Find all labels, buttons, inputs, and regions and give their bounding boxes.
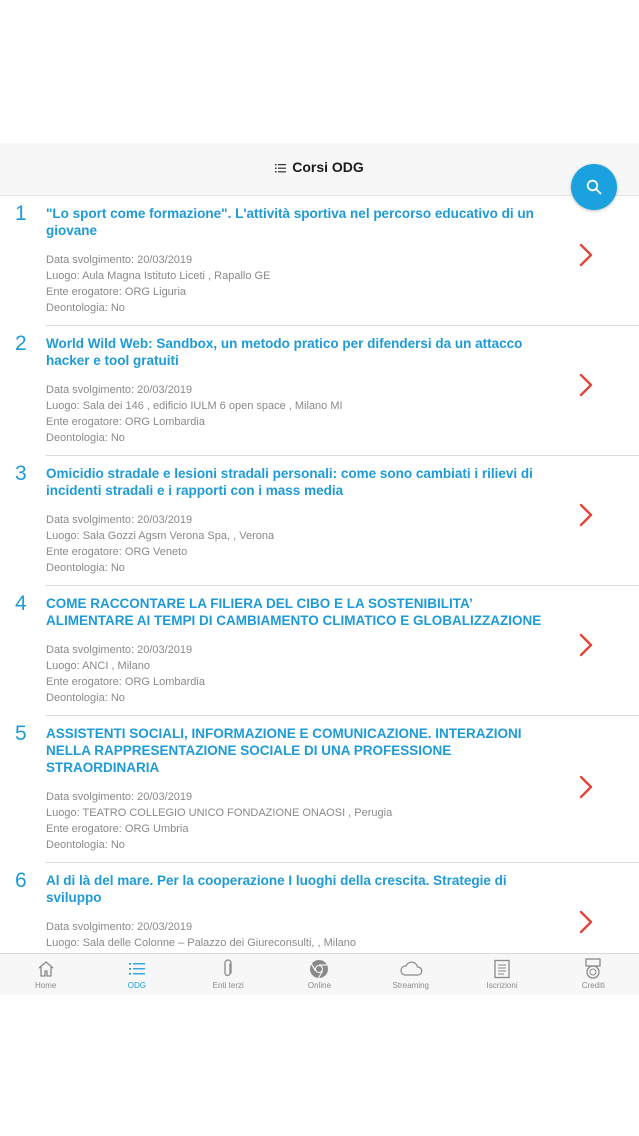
- course-date: [46, 512, 639, 528]
- home-icon: [36, 958, 56, 980]
- course-place-value: ANCI , Milano: [82, 660, 150, 672]
- course-org: [46, 284, 639, 300]
- course-title[interactable]: Omicidio stradale e lesioni stradali personali: come sono cambiati i rilievi di incidenti stradali e i rapporti con i mass media: [46, 466, 533, 498]
- course-place: [46, 398, 639, 414]
- tab-label: Crediti: [581, 981, 605, 990]
- page-title: [0, 159, 639, 176]
- tab-odg[interactable]: [91, 954, 182, 995]
- course-org-value: ORG Umbria: [124, 823, 189, 835]
- course-org: [46, 821, 639, 837]
- course-place: [46, 935, 639, 951]
- course-deontology-label: Deontologia:: [46, 692, 111, 704]
- chevron-right-icon[interactable]: [579, 503, 593, 532]
- course-date-value: 20/03/2019: [137, 254, 193, 266]
- course-place-label: Luogo:: [46, 400, 83, 412]
- course-org-label: Ente erogatore:: [46, 416, 125, 428]
- course-deontology-value: No: [110, 692, 125, 704]
- course-date-label: Data svolgimento:: [46, 921, 138, 933]
- tab-label: ODG: [127, 981, 147, 990]
- course-title[interactable]: World Wild Web: Sandbox, un metodo pratico per difendersi da un attacco hacker e tool gratuiti: [46, 336, 523, 368]
- course-date-value: 20/03/2019: [137, 644, 193, 656]
- course-deontology: [46, 690, 639, 706]
- course-number: 5: [15, 722, 27, 745]
- course-org: [46, 544, 639, 560]
- tab-online[interactable]: [274, 954, 365, 995]
- chevron-right-icon[interactable]: [579, 775, 593, 804]
- tab-crediti[interactable]: [548, 954, 639, 995]
- course-date-label: Data svolgimento:: [46, 384, 138, 396]
- course-org-value: ORG Liguria: [124, 286, 187, 298]
- course-place: [46, 268, 639, 284]
- course-item[interactable]: [15, 196, 639, 326]
- course-place-value: Sala Gozzi Agsm Verona Spa, , Verona: [82, 530, 275, 542]
- course-place-label: Luogo:: [46, 937, 83, 949]
- course-date-value: 20/03/2019: [137, 921, 193, 933]
- course-deontology-value: No: [110, 839, 125, 851]
- course-org: [46, 674, 639, 690]
- course-meta: [46, 252, 639, 325]
- course-date-value: 20/03/2019: [137, 514, 193, 526]
- chrome-icon: [309, 958, 329, 980]
- course-deontology: [46, 430, 639, 446]
- course-title[interactable]: ASSISTENTI SOCIALI, INFORMAZIONE E COMUNICAZIONE. INTERAZIONI NELLA RAPPRESENTAZIONE SOCIALE DI UNA PROFESSIONE STRAORDINARIA: [46, 726, 522, 775]
- course-meta: [46, 919, 639, 953]
- document-icon: [493, 958, 511, 980]
- course-deontology: [46, 560, 639, 576]
- course-place-label: Luogo:: [46, 807, 83, 819]
- course-deontology-label: Deontologia:: [46, 302, 111, 314]
- course-org-label: Ente erogatore:: [46, 676, 125, 688]
- tab-label: Streaming: [392, 981, 429, 990]
- tab-iscrizioni[interactable]: [456, 954, 547, 995]
- medal-icon: [583, 958, 603, 980]
- course-date-label: Data svolgimento:: [46, 514, 138, 526]
- tab-label: Enti terzi: [212, 981, 244, 990]
- course-org-label: Ente erogatore:: [46, 286, 125, 298]
- course-place: [46, 528, 639, 544]
- course-place-label: Luogo:: [46, 660, 83, 672]
- course-place-value: Sala dei 146 , edificio IULM 6 open space , Milano MI: [82, 400, 343, 412]
- course-number: 6: [15, 869, 27, 892]
- list-icon: [275, 160, 286, 176]
- course-meta: [46, 512, 639, 585]
- tab-label: Iscrizioni: [486, 981, 518, 990]
- course-deontology-value: No: [110, 302, 125, 314]
- list-icon: [129, 958, 145, 980]
- tab-streaming[interactable]: [365, 954, 456, 995]
- course-meta: [46, 382, 639, 455]
- paperclip-icon: [222, 958, 234, 980]
- course-place-value: Aula Magna Istituto Liceti , Rapallo GE: [82, 270, 271, 282]
- course-org: [46, 414, 639, 430]
- course-date: [46, 919, 639, 935]
- course-item[interactable]: [15, 863, 639, 953]
- course-item[interactable]: [15, 716, 639, 863]
- chevron-right-icon[interactable]: [579, 633, 593, 662]
- course-number: 2: [15, 332, 27, 355]
- tab-home[interactable]: [0, 954, 91, 995]
- course-date-value: 20/03/2019: [137, 384, 193, 396]
- tab-label: Home: [34, 981, 57, 990]
- course-place-label: Luogo:: [46, 530, 83, 542]
- course-date-label: Data svolgimento:: [46, 254, 138, 266]
- nav-header: [0, 143, 639, 196]
- course-org-value: ORG Lombardia: [124, 416, 205, 428]
- page-title-text: Corsi ODG: [292, 159, 364, 175]
- course-date: [46, 642, 639, 658]
- course-title[interactable]: COME RACCONTARE LA FILIERA DEL CIBO E LA SOSTENIBILITA’ ALIMENTARE AI TEMPI DI CAMBIAMENTO CLIMATICO E GLOBALIZZAZIONE: [46, 596, 542, 628]
- cloud-icon: [399, 958, 423, 980]
- course-list: [0, 196, 639, 953]
- course-item[interactable]: [15, 586, 639, 716]
- tab-label: Online: [307, 981, 332, 990]
- course-item[interactable]: [15, 456, 639, 586]
- course-number: 1: [15, 202, 27, 225]
- course-title[interactable]: "Lo sport come formazione". L'attività sportiva nel percorso educativo di un giovane: [46, 206, 534, 238]
- course-org-label: Ente erogatore:: [46, 546, 125, 558]
- course-org-value: ORG Lombardia: [124, 676, 205, 688]
- course-item[interactable]: [15, 326, 639, 456]
- course-deontology-label: Deontologia:: [46, 432, 111, 444]
- course-date: [46, 252, 639, 268]
- course-number: 4: [15, 592, 27, 615]
- course-meta: [46, 642, 639, 715]
- course-date-label: Data svolgimento:: [46, 791, 138, 803]
- search-button[interactable]: [571, 164, 617, 210]
- search-icon: [586, 179, 602, 195]
- course-place-label: Luogo:: [46, 270, 83, 282]
- course-date-value: 20/03/2019: [137, 791, 193, 803]
- course-deontology-value: No: [110, 432, 125, 444]
- course-number: 3: [15, 462, 27, 485]
- course-date: [46, 789, 639, 805]
- course-place: [46, 805, 639, 821]
- course-org-label: Ente erogatore:: [46, 823, 125, 835]
- course-deontology: [46, 300, 639, 316]
- chevron-right-icon[interactable]: [579, 910, 593, 939]
- course-title[interactable]: Al di là del mare. Per la cooperazione I luoghi della crescita. Strategie di sviluppo: [46, 873, 507, 905]
- course-deontology-label: Deontologia:: [46, 839, 111, 851]
- chevron-right-icon[interactable]: [579, 373, 593, 402]
- course-date-label: Data svolgimento:: [46, 644, 138, 656]
- tab-enti-terzi[interactable]: [183, 954, 274, 995]
- course-place-value: TEATRO COLLEGIO UNICO FONDAZIONE ONAOSI , Perugia: [82, 807, 393, 819]
- course-place: [46, 658, 639, 674]
- course-meta: [46, 789, 639, 862]
- course-org-value: ORG Veneto: [124, 546, 188, 558]
- course-date: [46, 382, 639, 398]
- tab-bar: [0, 953, 639, 995]
- course-deontology: [46, 837, 639, 853]
- chevron-right-icon[interactable]: [579, 243, 593, 272]
- course-deontology-label: Deontologia:: [46, 562, 111, 574]
- course-place-value: Sala delle Colonne – Palazzo dei Giureconsulti, , Milano: [82, 937, 357, 949]
- course-deontology-value: No: [110, 562, 125, 574]
